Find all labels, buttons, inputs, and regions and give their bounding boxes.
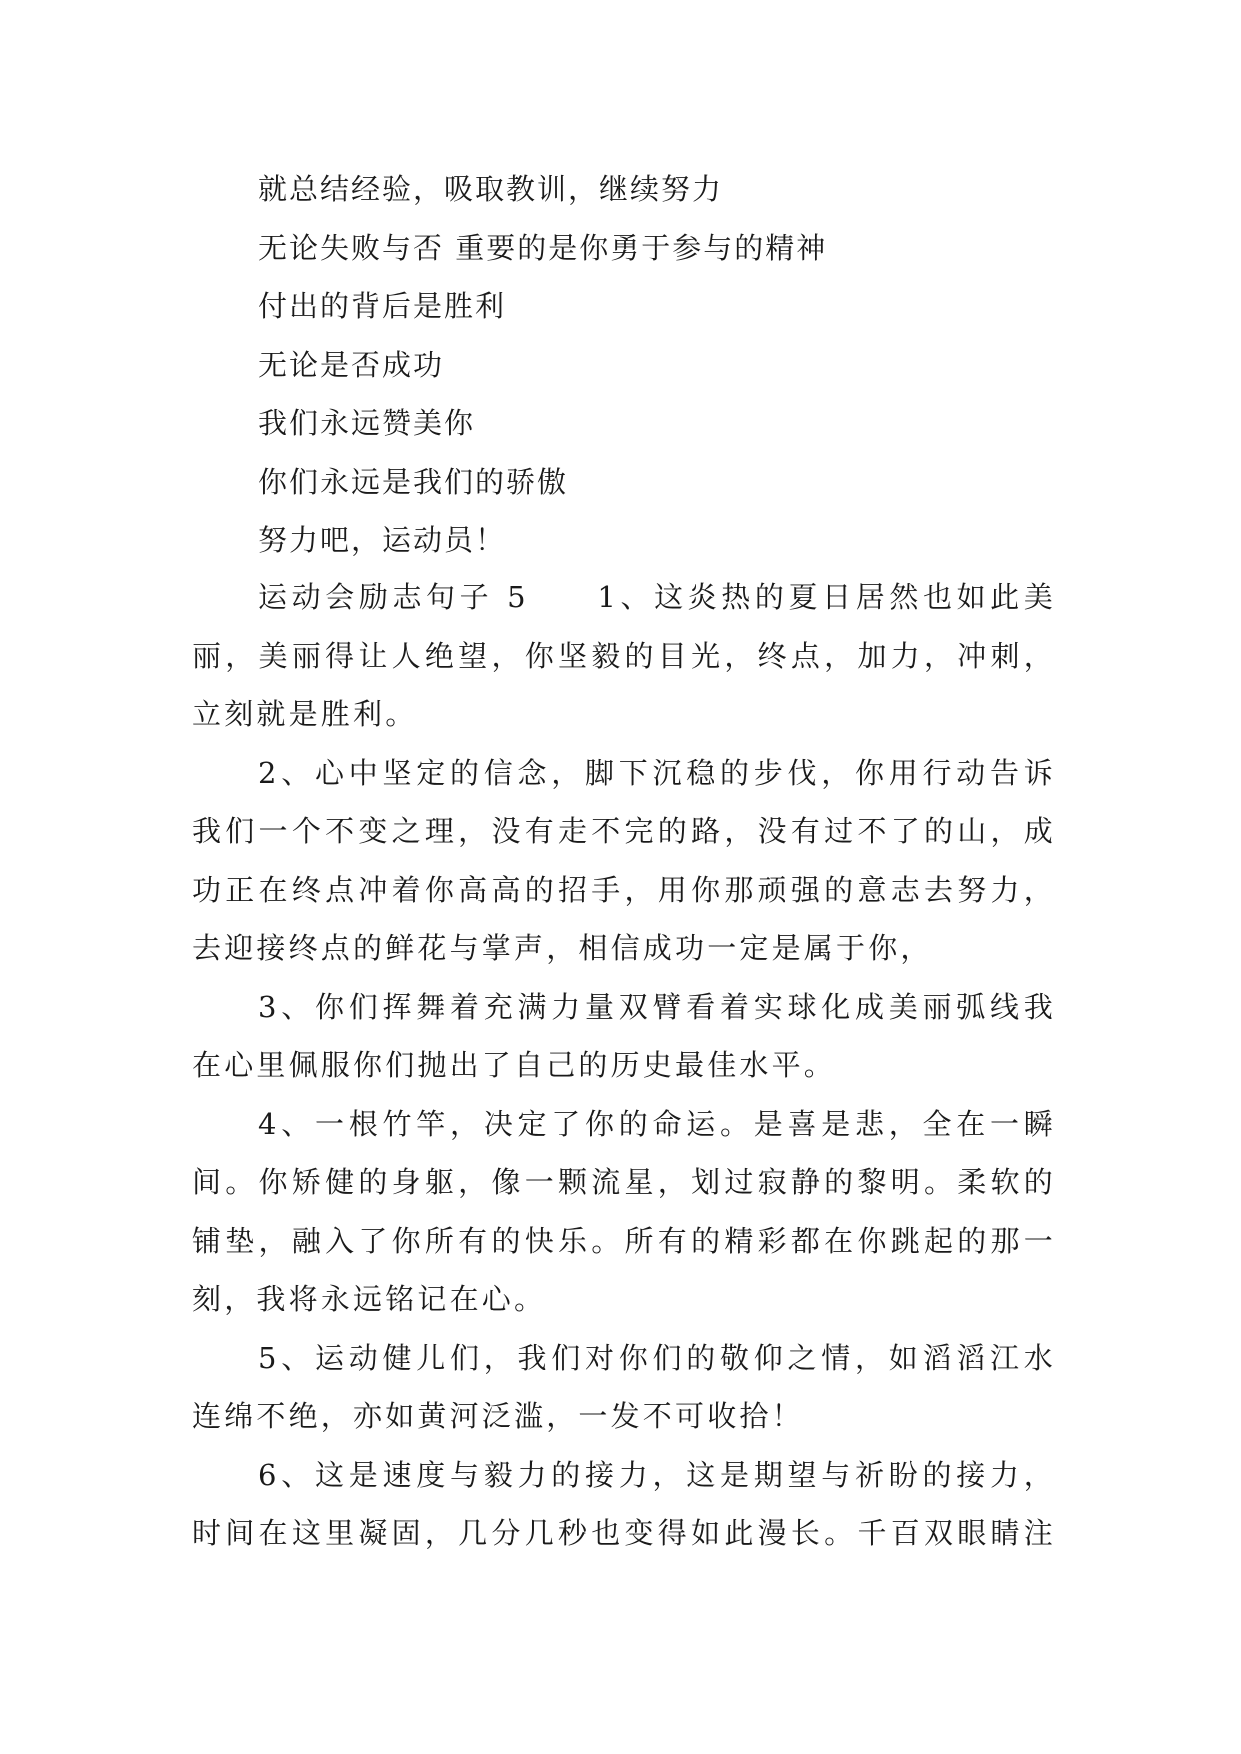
verse-line: 我们永远赞美你 (258, 406, 476, 440)
text-line: 4、一根竹竿，决定了你的命运。是喜是悲，全在一瞬 (258, 1106, 1056, 1141)
text-line: 刻，我将永远铭记在心。 (192, 1282, 547, 1316)
text-line: 时间在这里凝固，几分几秒也变得如此漫长。千百双眼睛注 (192, 1516, 1056, 1550)
paragraph (192, 978, 1056, 1095)
paragraph (192, 1446, 1056, 1563)
paragraph (192, 568, 1056, 744)
text-line: 间。你矫健的身躯，像一颗流星，划过寂静的黎明。柔软的 (192, 1165, 1056, 1199)
text-line: 2、心中坚定的信念，脚下沉稳的步伐，你用行动告诉 (258, 755, 1056, 790)
verse-line: 努力吧，运动员！ (258, 523, 507, 557)
paragraph (192, 1329, 1056, 1446)
text-line: 3、你们挥舞着充满力量双臂看着实球化成美丽弧线我 (258, 989, 1056, 1024)
text-line: 铺垫，融入了你所有的快乐。所有的精彩都在你跳起的那一 (192, 1223, 1056, 1258)
verse-line: 就总结经验，吸取教训，继续努力 (258, 172, 724, 206)
text-line: 6、这是速度与毅力的接力，这是期望与祈盼的接力， (258, 1457, 1056, 1492)
verse-block (258, 160, 1078, 570)
text-line: 运动会励志句子 5 1、这炎热的夏日居然也如此美 (258, 580, 1056, 614)
verse-line: 你们永远是我们的骄傲 (258, 464, 569, 499)
text-line: 连绵不绝，亦如黄河泛滥，一发不可收拾！ (192, 1399, 804, 1433)
text-line: 立刻就是胜利。 (192, 697, 418, 731)
verse-line: 无论失败与否 重要的是你勇于参与的精神 (258, 230, 828, 265)
body-text (192, 568, 1056, 1563)
text-line: 在心里佩服你们抛出了自己的历史最佳水平。 (192, 1048, 837, 1082)
text-line: 去迎接终点的鲜花与掌声，相信成功一定是属于你， (192, 931, 933, 965)
text-line: 功正在终点冲着你高高的招手，用你那顽强的意志去努力， (192, 872, 1056, 907)
text-line: 丽，美丽得让人绝望，你坚毅的目光，终点，加力，冲刺， (192, 638, 1056, 673)
text-line: 5、运动健儿们，我们对你们的敬仰之情，如滔滔江水 (258, 1340, 1056, 1375)
paragraph (192, 1095, 1056, 1329)
verse-line: 付出的背后是胜利 (258, 289, 507, 323)
verse-line: 无论是否成功 (258, 347, 445, 382)
paragraph (192, 744, 1056, 978)
text-line: 我们一个不变之理，没有走不完的路，没有过不了的山，成 (192, 814, 1056, 848)
